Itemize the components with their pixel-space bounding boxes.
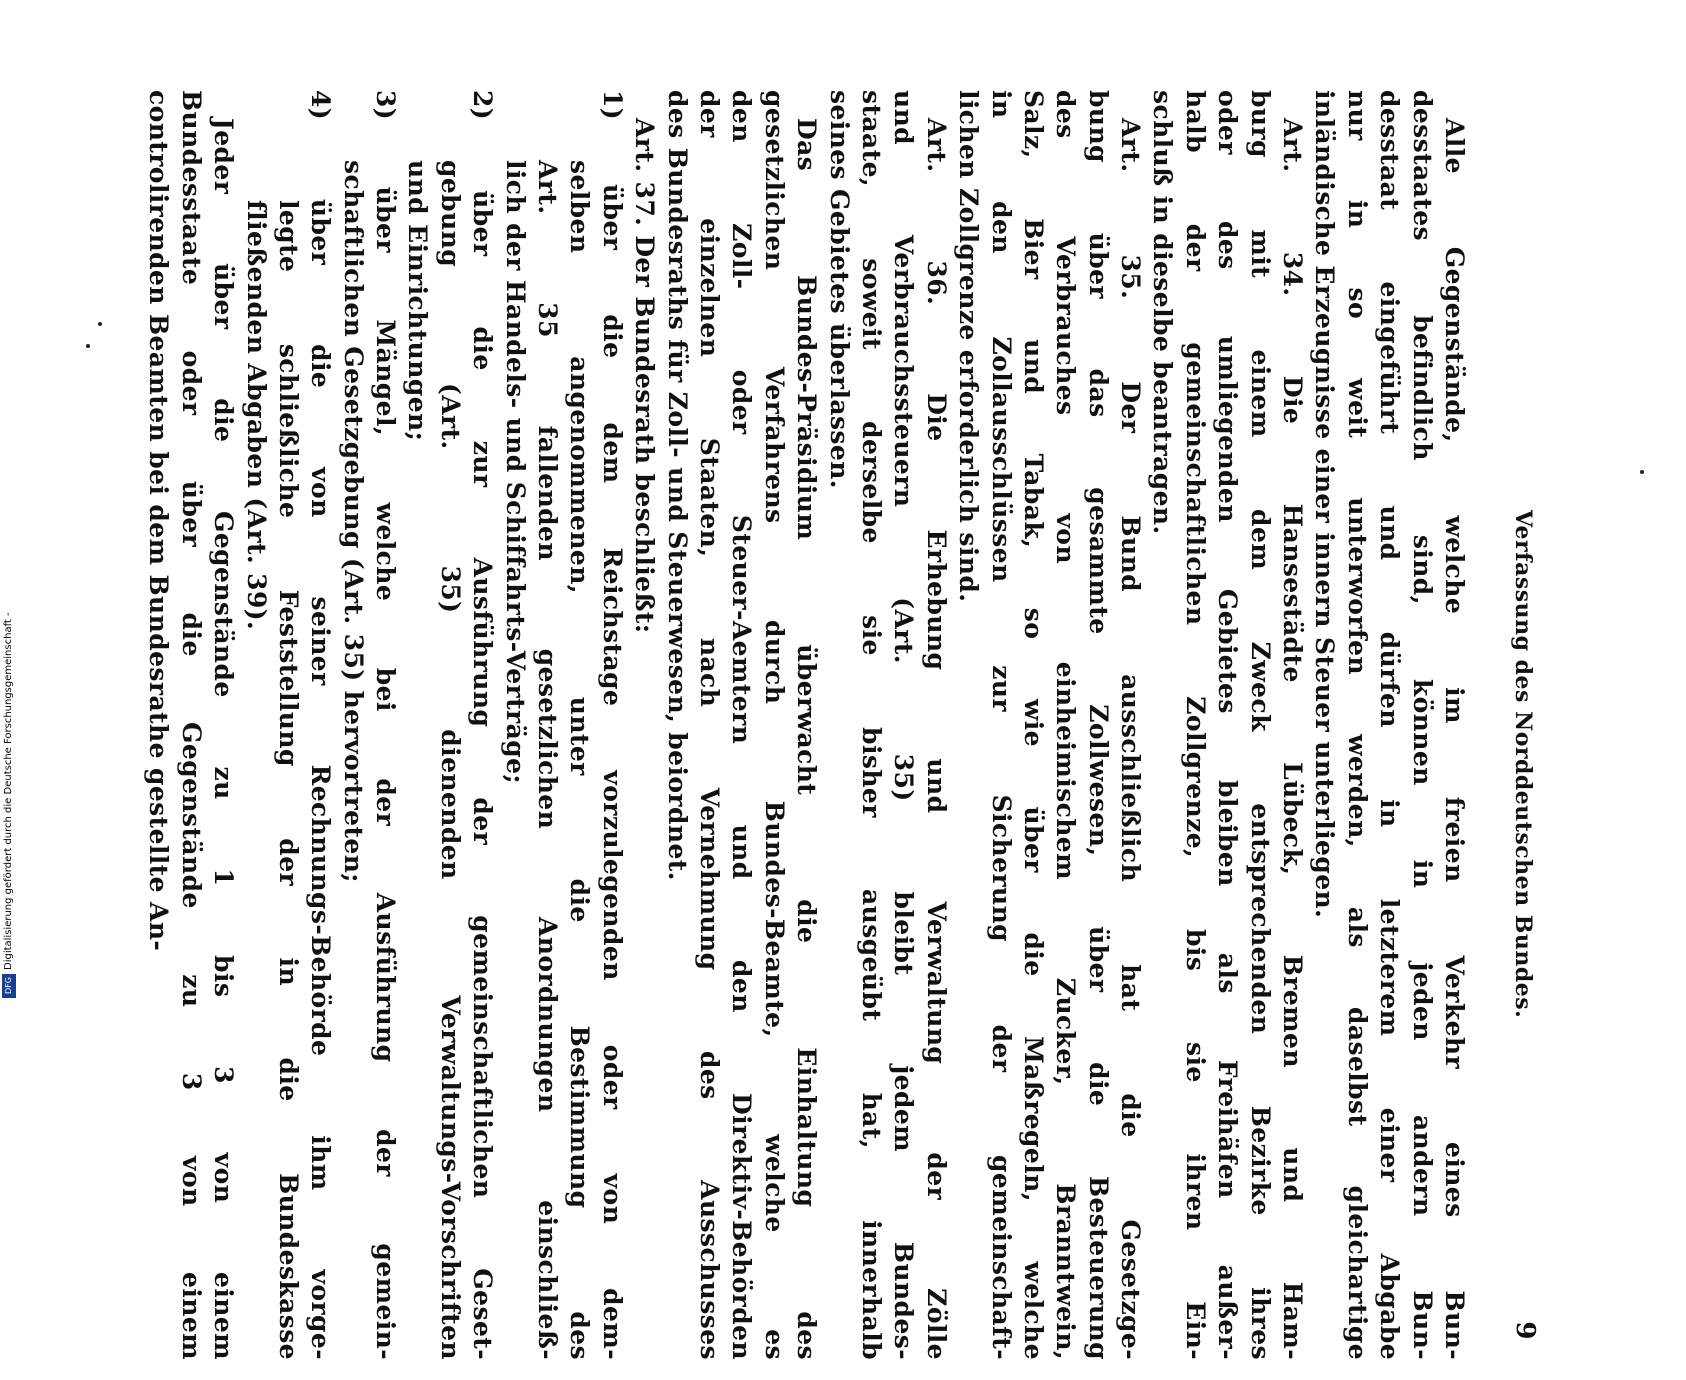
text-line: desstaat eingeführt und dürfen in letzterem einer Abgabe (1375, 90, 1405, 1360)
text-line: oder des umliegenden Gebietes bleiben als Freihäfen außer- (1213, 90, 1243, 1360)
body-text (142, 90, 1470, 1360)
text-line: lichen Zollgrenze erforderlich sind. (954, 90, 984, 603)
running-head-title: Verfassung des Norddeutschen Bundes. (1510, 510, 1536, 1019)
text-line: selben angenommenen, unter die Bestimmung des (565, 160, 595, 1360)
text-line: des Bundesraths für Zoll- und Steuerwesen, beiordnet. (662, 90, 692, 881)
dfg-logo: DFG (2, 974, 16, 998)
text-line: schluß in dieselbe beantragen. (1148, 90, 1178, 535)
text-line: gesetzlichen Verfahrens durch Bundes-Beamte, welche es (759, 90, 789, 1360)
text-line: Art. 36. Die Erhebung und Verwaltung der Zölle (921, 118, 951, 1360)
text-line: lich der Handels- und Schiffahrts-Verträge; (500, 160, 530, 785)
text-line: 4) über die von seiner Rechnungs-Behörde ihm vorge- (306, 90, 336, 1360)
text-line: 2) über die zur Ausführung der gemeinschaftlichen Geset- (468, 90, 498, 1360)
text-line: in den Zollausschlüssen zur Sicherung der gemeinschaft- (986, 90, 1016, 1360)
credit-text: Digitalisierung gefördert durch die Deutsche Forschungsgemeinschaft - (3, 612, 14, 970)
text-line: halb der gemeinschaftlichen Zollgrenze, bis sie ihren Ein- (1180, 90, 1210, 1360)
text-line: Art. 37. Der Bundesrath beschließt: (630, 118, 660, 634)
page-number: 9 (1510, 1321, 1540, 1340)
text-line: seines Gebietes überlassen. (824, 90, 854, 489)
text-line: und Verbrauchssteuern (Art. 35) bleibt jedem Bundes- (889, 90, 919, 1360)
digitization-credit (2, 570, 16, 995)
page (140, 90, 1540, 1360)
text-line: Art. 35 fallenden gesetzlichen Anordnungen einschließ- (533, 160, 563, 1360)
scan-speck (98, 322, 102, 326)
text-line: Art. 35. Der Bund ausschließlich hat die Gesetzge- (1116, 118, 1146, 1360)
text-line: der einzelnen Staaten, nach Vernehmung des Ausschusses (695, 90, 725, 1360)
text-line: Alle Gegenstände, welche im freien Verkehr eines Bun- (1440, 118, 1469, 1360)
scan-speck (86, 344, 90, 348)
rotated-scan-page (140, 60, 1540, 1380)
running-head (1500, 90, 1540, 1360)
text-line: 3) über Mängel, welche bei der Ausführung der gemein- (371, 90, 401, 1360)
scan-speck (1640, 470, 1644, 474)
text-line: staate, soweit derselbe sie bisher ausgeübt hat, innerhalb (856, 90, 886, 1360)
text-line: fließenden Abgaben (Art. 39). (241, 200, 271, 631)
text-line: desstaates befindlich sind, können in jeden andern Bun- (1407, 90, 1437, 1360)
text-line: inländische Erzeugnisse einer innern Steuer unterliegen. (1310, 90, 1340, 919)
text-line: und Einrichtungen; (403, 160, 433, 442)
text-line: legte schließliche Feststellung der in die Bundeskasse (273, 200, 303, 1360)
text-line: des Verbrauches von einheimischem Zucker, Branntwein, (1051, 90, 1081, 1360)
text-line: gebung (Art. 35) dienenden Verwaltungs-Vorschriften (435, 160, 465, 1360)
text-line: schaftlichen Gesetzgebung (Art. 35) hervortreten; (338, 160, 368, 883)
text-line: Bundesstaate oder über die Gegenstände zu 3 von einem (176, 90, 206, 1360)
text-line: den Zoll- oder Steuer-Aemtern und den Direktiv-Behörden (727, 90, 757, 1360)
text-line: burg mit einem dem Zweck entsprechenden Bezirke ihres (1245, 90, 1275, 1360)
text-line: nur in so weit unterworfen werden, als daselbst gleichartige (1342, 90, 1372, 1360)
text-line: Jeder über die Gegenstände zu 1 bis 3 von einem (209, 118, 239, 1360)
text-line: controlirenden Beamten bei dem Bundesrathe gestellte An- (144, 90, 174, 952)
text-line: bung über das gesammte Zollwesen, über die Besteuerung (1083, 90, 1113, 1360)
text-line: 1) über die dem Reichstage vorzulegenden oder von dem- (597, 90, 627, 1360)
text-line: Das Bundes-Präsidium überwacht die Einhaltung des (792, 118, 822, 1360)
text-line: Salz, Bier und Tabak, so wie über die Maßregeln, welche (1018, 90, 1048, 1360)
text-line: Art. 34. Die Hansestädte Lübeck, Bremen und Ham- (1278, 118, 1308, 1360)
